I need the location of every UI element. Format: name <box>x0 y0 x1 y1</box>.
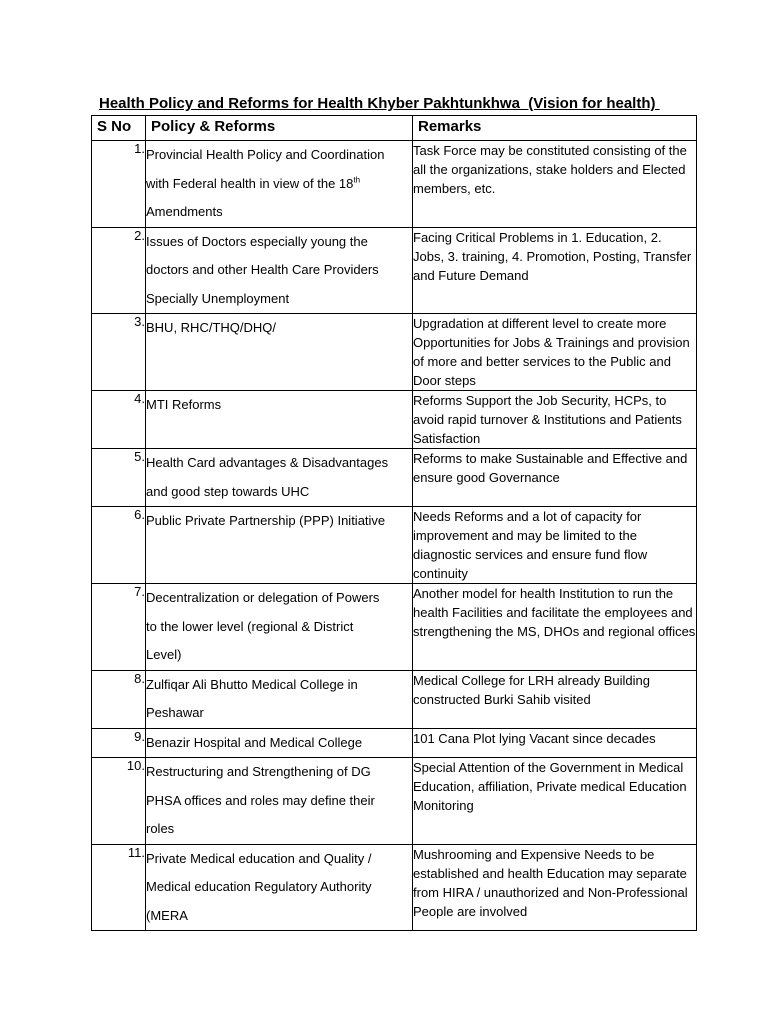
row-remarks: Reforms Support the Job Security, HCPs, to avoid rapid turnover & Institutions and Patients Satisfaction <box>413 391 697 449</box>
row-sno: 10. <box>92 758 146 845</box>
policy-line: BHU, RHC/THQ/DHQ/ <box>146 320 276 335</box>
row-sno: 3. <box>92 314 146 391</box>
policy-line: doctors and other Health Care Providers <box>146 262 379 277</box>
row-sno: 7. <box>92 584 146 671</box>
header-sno: S No <box>92 116 146 141</box>
row-remarks: Facing Critical Problems in 1. Education, 2. Jobs, 3. training, 4. Promotion, Posting, Transfer and Future Demand <box>413 227 697 314</box>
table-row <box>92 728 697 758</box>
policy-line: PHSA offices and roles may define their <box>146 792 375 808</box>
row-sno: 8. <box>92 670 146 728</box>
policy-line: Restructuring and Strengthening of DG <box>146 764 371 779</box>
row-sno: 2. <box>92 227 146 314</box>
policy-line: Amendments <box>146 204 223 219</box>
policy-line: Issues of Doctors especially young the <box>146 233 368 249</box>
row-policy <box>146 584 413 671</box>
policy-line: (MERA <box>146 907 188 923</box>
row-remarks: Medical College for LRH already Building constructed Burki Sahib visited <box>413 670 697 728</box>
policy-line: Benazir Hospital and Medical College <box>146 734 363 750</box>
table-row <box>92 141 697 228</box>
row-policy <box>146 670 413 728</box>
row-remarks: Task Force may be constituted consisting of the all the organizations, stake holders and Elected members, etc. <box>413 141 697 228</box>
row-sno: 11. <box>92 844 146 931</box>
row-policy <box>146 141 413 228</box>
document-title: Health Policy and Reforms for Health Khyber Pakhtunkhwa (Vision for health) <box>99 95 660 112</box>
table-row <box>92 584 697 671</box>
policy-line: Private Medical education and Quality / <box>146 850 372 866</box>
policy-line: Public Private Partnership (PPP) Initiative <box>146 513 386 528</box>
policy-line: MTI Reforms <box>146 397 222 412</box>
policy-line: Specially Unemployment <box>146 290 290 306</box>
row-sno: 4. <box>92 391 146 449</box>
row-remarks: Upgradation at different level to create more Opportunities for Jobs & Trainings and provision of more and better services to the Public and Door steps <box>413 314 697 391</box>
table-row <box>92 758 697 845</box>
row-sno: 6. <box>92 507 146 584</box>
policy-line: roles <box>146 821 175 836</box>
row-remarks: Reforms to make Sustainable and Effective and ensure good Governance <box>413 449 697 507</box>
policy-line: Medical education Regulatory Authority <box>146 879 372 894</box>
table-row <box>92 314 697 391</box>
header-remarks: Remarks <box>413 116 697 141</box>
row-policy <box>146 314 413 391</box>
row-policy <box>146 758 413 845</box>
row-sno: 9. <box>92 728 146 758</box>
policy-line: to the lower level (regional & District <box>146 618 354 634</box>
row-policy <box>146 449 413 507</box>
policy-line: Level) <box>146 647 182 662</box>
table-row <box>92 227 697 314</box>
table-header-row <box>92 116 697 141</box>
row-policy <box>146 728 413 758</box>
policy-superscript: th <box>353 175 361 185</box>
row-remarks: Needs Reforms and a lot of capacity for improvement and may be limited to the diagnostic services and ensure fund flow continuity <box>413 507 697 584</box>
row-sno: 5. <box>92 449 146 507</box>
table-row <box>92 507 697 584</box>
table-row <box>92 449 697 507</box>
table-row <box>92 391 697 449</box>
policy-line: and good step towards UHC <box>146 483 310 499</box>
row-policy <box>146 391 413 449</box>
table-row <box>92 844 697 931</box>
policy-line: with Federal health in view of the 18 <box>146 175 354 191</box>
row-remarks: Mushrooming and Expensive Needs to be established and health Education may separate from HIRA / unauthorized and Non-Professional People are involved <box>413 844 697 931</box>
header-policy: Policy & Reforms <box>146 116 413 141</box>
row-sno: 1. <box>92 141 146 228</box>
policy-line: Health Card advantages & Disadvantages <box>146 455 389 470</box>
table-row <box>92 670 697 728</box>
policy-table <box>91 115 697 931</box>
policy-line: Provincial Health Policy and Coordination <box>146 147 385 162</box>
policy-line: Zulfiqar Ali Bhutto Medical College in <box>146 676 358 692</box>
row-remarks: Special Attention of the Government in Medical Education, affiliation, Private medical Education Monitoring <box>413 758 697 845</box>
row-policy <box>146 844 413 931</box>
row-policy <box>146 507 413 584</box>
row-remarks: Another model for health Institution to run the health Facilities and facilitate the employees and strengthening the MS, DHOs and regional offices <box>413 584 697 671</box>
table-body <box>92 141 697 931</box>
policy-line: Peshawar <box>146 705 204 720</box>
row-remarks: 101 Cana Plot lying Vacant since decades <box>413 728 697 758</box>
policy-line: Decentralization or delegation of Powers <box>146 590 380 605</box>
row-policy <box>146 227 413 314</box>
